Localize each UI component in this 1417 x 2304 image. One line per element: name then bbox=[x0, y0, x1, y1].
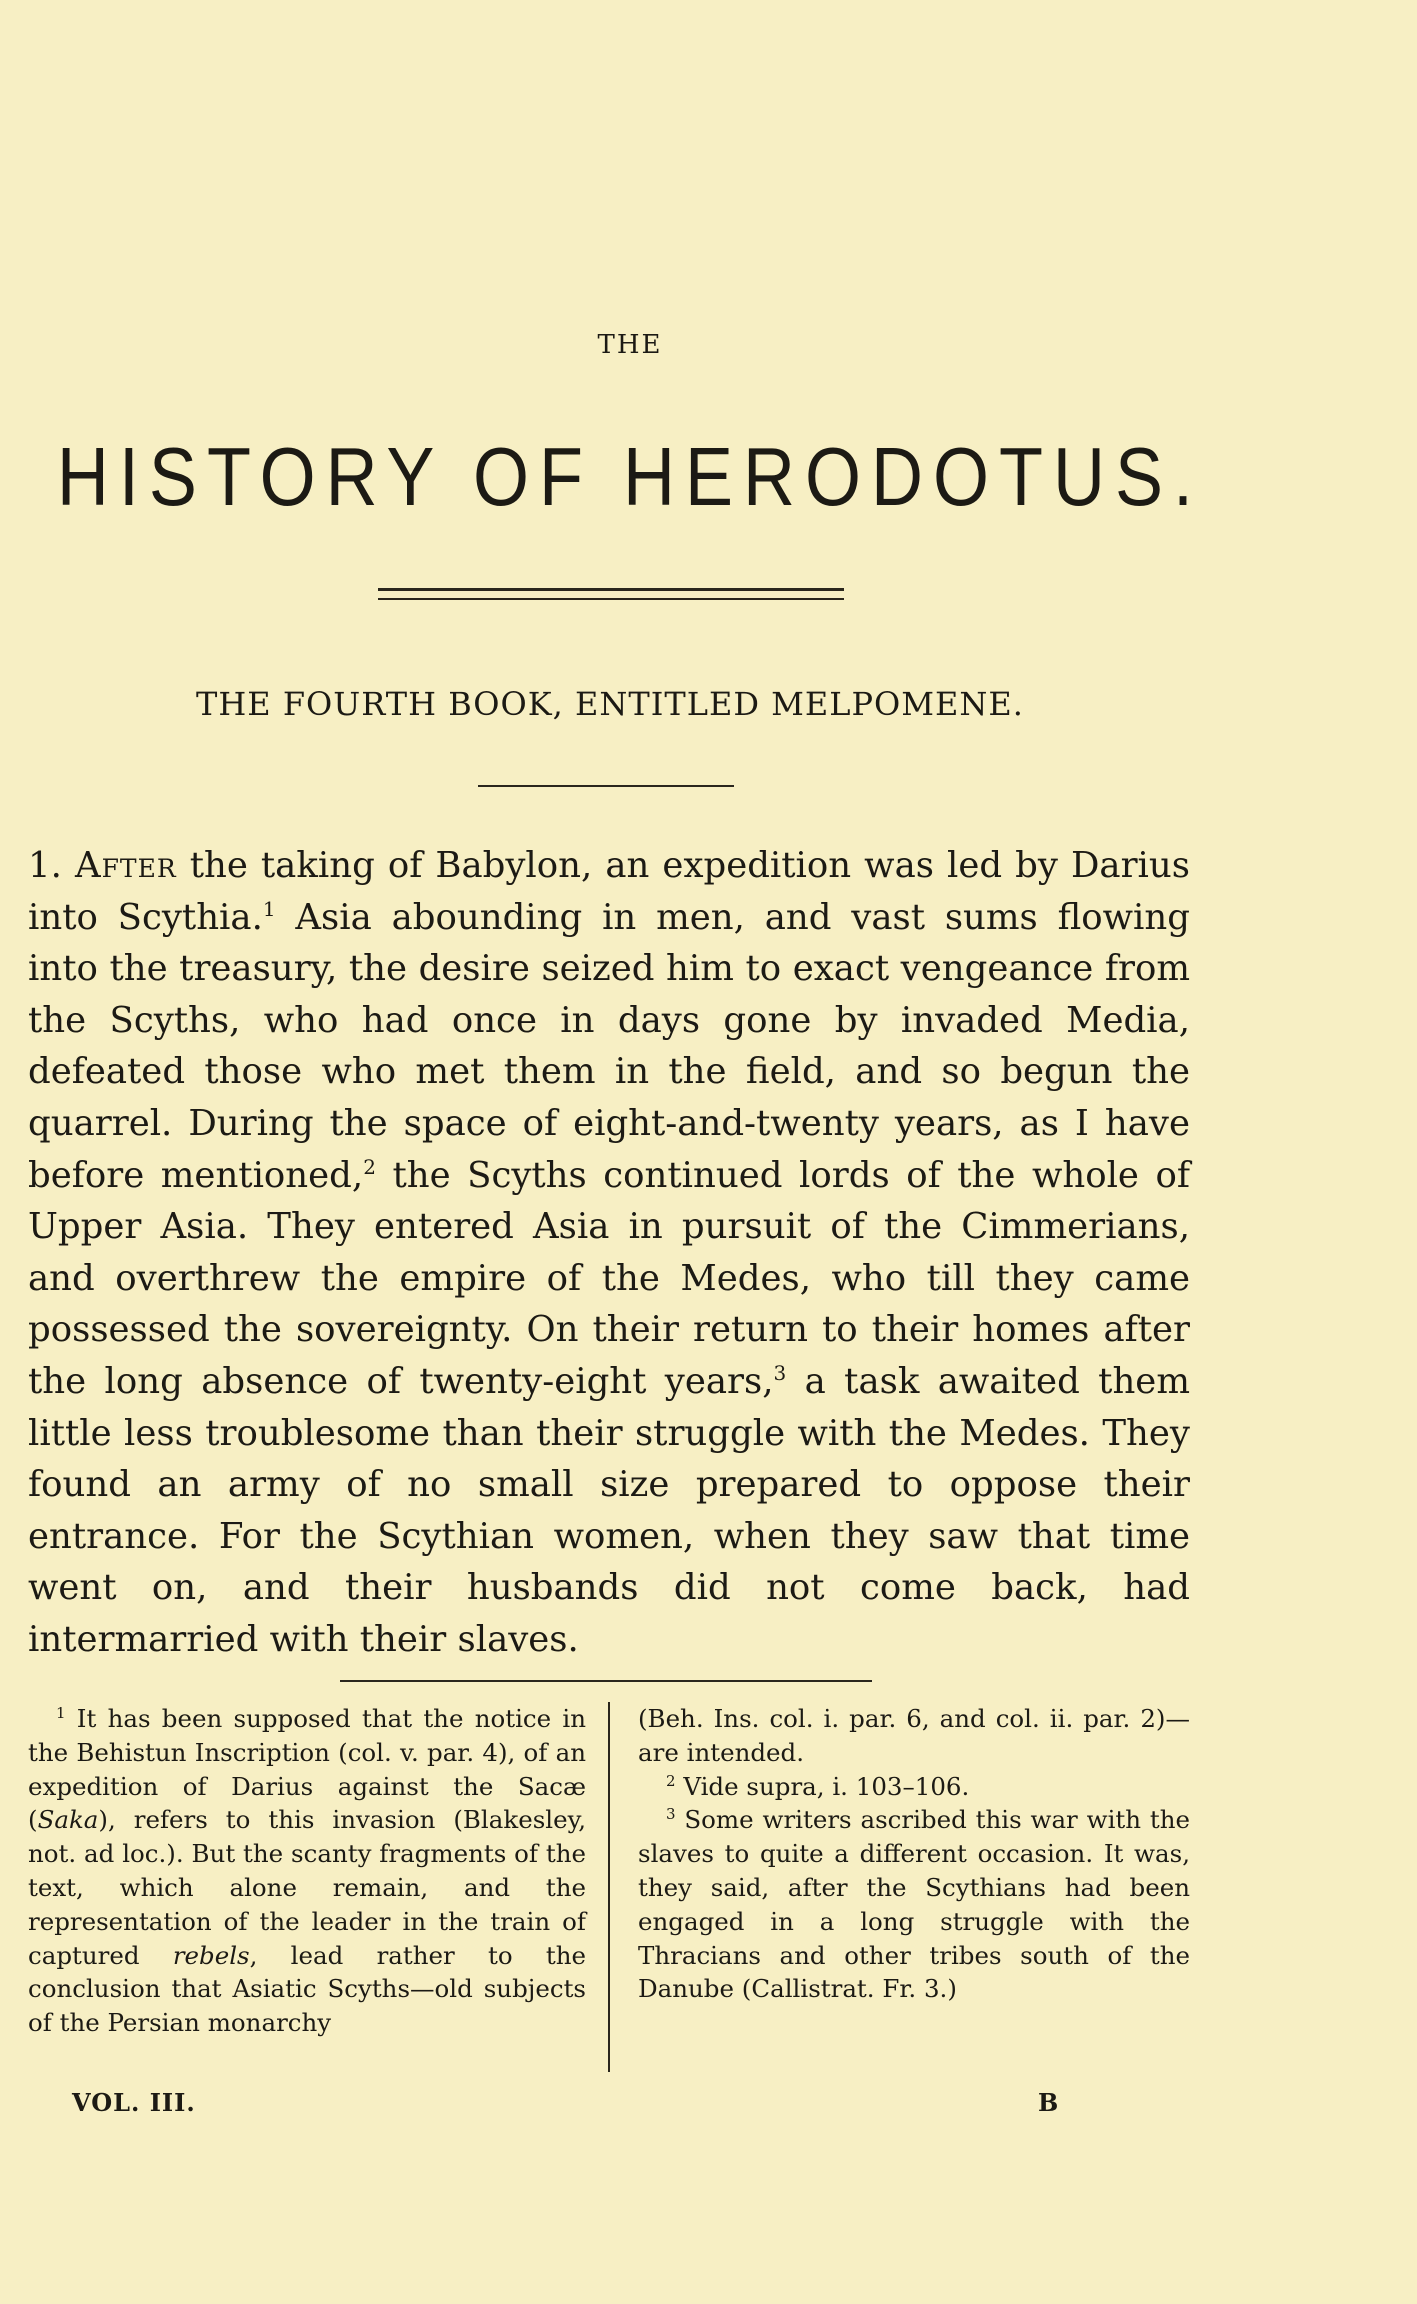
footnote-italic: rebels bbox=[172, 1940, 250, 1970]
footnote-text: Some writers ascribed this war with the slaves to quite a different occasion. It was, they said, after the Scythians had been engaged in a long struggle with the Thracians and other tribes south of the Danube (Callistrat. Fr. 3.) bbox=[638, 1805, 1190, 2004]
footnote-text: It has been supposed that the notice in the Behistun Inscription (col. v. par. 4), of an expedition of Darius against the Sacæ ( bbox=[28, 1704, 586, 1835]
double-rule-top bbox=[378, 588, 844, 591]
column-divider bbox=[608, 1702, 610, 2072]
footnote-mark: 1 bbox=[56, 1703, 66, 1722]
footnote-mark: 2 bbox=[666, 1771, 676, 1790]
footnote-text: , lead rather to the conclusion that Asiatic Scyths—old subjects of the Persian monarchy bbox=[28, 1940, 586, 2038]
short-rule bbox=[478, 785, 734, 787]
footnote-text: Vide supra, i. 103–106. bbox=[675, 1771, 970, 1801]
book-heading: THE FOURTH BOOK, ENTITLED MELPOMENE. bbox=[196, 685, 1024, 723]
chapter-text: Asia abounding in men, and vast sums flowing into the treasury, the desire seized him to exact vengeance from the Scyths, who had once in days gone by invaded Media, defeated those who met them in the field, and so begun the quarrel. During the space of eight-and-twenty years, as I have before mentioned, bbox=[28, 896, 1190, 1196]
footnote-rule bbox=[340, 1680, 872, 1682]
footnote-2 bbox=[638, 1770, 1190, 1804]
footnote-mark: 3 bbox=[666, 1805, 676, 1824]
footnote-1 bbox=[28, 1702, 586, 2040]
double-rule-bottom bbox=[378, 598, 844, 600]
footnote-ref-3: 3 bbox=[773, 1361, 787, 1386]
footnote-1-continued: (Beh. Ins. col. i. par. 6, and col. ii. par. 2)—are intended. bbox=[638, 1704, 1190, 1767]
chapter-paragraph bbox=[28, 840, 1190, 1666]
chapter-number: 1. bbox=[28, 845, 62, 886]
title-prefix: THE bbox=[597, 330, 663, 360]
footnote-3 bbox=[638, 1803, 1190, 2006]
chapter-text: the Scyths continued lords of the whole of Upper Asia. They entered Asia in pursuit of the Cimmerians, and overthrew the empire of the Medes, who till they came possessed the sovereignty. On their return to their homes after the long absence of twenty-eight years, bbox=[28, 1154, 1190, 1402]
footnote-ref-1: 1 bbox=[262, 896, 276, 921]
chapter-text: the taking of Babylon, an expedition was led by Darius into Scythia. bbox=[28, 845, 1190, 938]
chapter-first-word: After bbox=[74, 845, 177, 886]
chapter-text: a task awaited them little less troublesome than their struggle with the Medes. They found an army of no small size prepared to oppose their entrance. For the Scythian women, when they saw that time went on, and their husbands did not come back, had intermarried with their slaves. bbox=[28, 1360, 1190, 1660]
footnote-ref-2: 2 bbox=[363, 1154, 376, 1179]
volume-signature: VOL. III. bbox=[72, 2088, 196, 2117]
footnote-italic: Saka bbox=[37, 1805, 99, 1835]
page-title: HISTORY OF HERODOTUS. bbox=[56, 431, 1204, 524]
footnotes-left-column bbox=[28, 1702, 586, 2040]
footnote-text: ), refers to this invasion (Blakesley, not. ad loc.). But the scanty fragments of the text, which alone remain, and the representation of the leader in the train of captured bbox=[28, 1805, 586, 1970]
footnotes-right-column bbox=[638, 1702, 1190, 2006]
gathering-signature: B bbox=[1038, 2088, 1059, 2117]
